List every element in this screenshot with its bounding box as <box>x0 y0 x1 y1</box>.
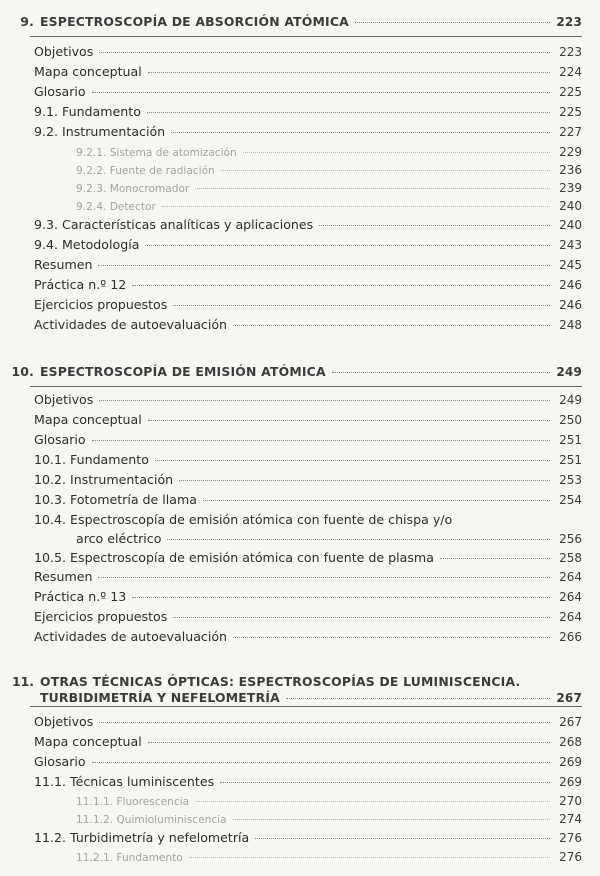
toc-label: arco eléctrico <box>76 531 162 546</box>
toc-entry[interactable] <box>34 432 582 447</box>
leader-dots <box>355 22 550 23</box>
toc-entry[interactable] <box>34 412 582 427</box>
toc-entry[interactable] <box>34 44 582 59</box>
page-number: 225 <box>559 105 582 119</box>
toc-entry[interactable] <box>34 472 582 487</box>
page-number: 269 <box>559 775 582 789</box>
leader-dots <box>332 372 550 373</box>
page-number: 267 <box>559 715 582 729</box>
toc-entry[interactable] <box>34 317 582 332</box>
leader-dots <box>99 52 550 53</box>
toc-label: Mapa conceptual <box>34 64 142 79</box>
toc-subentry[interactable] <box>76 181 582 195</box>
toc-label: 9.2.2. Fuente de radiación <box>76 165 215 177</box>
page-number: 264 <box>559 570 582 584</box>
chapter-title-line2: TURBIDIMETRÍA Y NEFELOMETRÍA <box>40 690 280 705</box>
page-number: 254 <box>559 493 582 507</box>
toc-entry[interactable] <box>34 569 582 584</box>
page-number: 274 <box>559 812 582 826</box>
chapter-10-heading[interactable] <box>8 364 582 379</box>
page-number: 256 <box>559 532 582 546</box>
chapter-rule <box>30 706 582 707</box>
toc-label: Ejercicios propuestos <box>34 297 168 312</box>
page-number: 229 <box>559 145 582 159</box>
toc-entry[interactable] <box>34 64 582 79</box>
toc-label: Objetivos <box>34 714 94 729</box>
toc-label: Resumen <box>34 257 93 272</box>
toc-entry[interactable] <box>34 237 582 252</box>
toc-label: 9.2.3. Monocromador <box>76 183 190 195</box>
leader-dots <box>167 539 550 540</box>
toc-label: Práctica n.º 13 <box>34 589 127 604</box>
page-number: 251 <box>559 453 582 467</box>
leader-dots <box>255 838 550 839</box>
chapter-9-heading[interactable] <box>8 14 582 29</box>
page-number: 269 <box>559 755 582 769</box>
toc-entry-continuation[interactable] <box>76 531 582 546</box>
chapter-rule <box>30 36 582 37</box>
toc-entry[interactable] <box>34 714 582 729</box>
page-number: 249 <box>556 365 582 379</box>
leader-dots <box>233 325 550 326</box>
page-number: 253 <box>559 473 582 487</box>
leader-dots <box>195 188 550 189</box>
chapter-11-heading[interactable] <box>40 690 582 705</box>
toc-label: 11.2.1. Fundamento <box>76 852 183 864</box>
page-number: 268 <box>559 735 582 749</box>
leader-dots <box>147 112 550 113</box>
toc-label: 9.3. Características analíticas y aplicaciones <box>34 217 314 232</box>
toc-label: 9.2. Instrumentación <box>34 124 166 139</box>
chapter-number: 9. <box>20 14 34 29</box>
toc-entry[interactable] <box>34 277 582 292</box>
toc-entry[interactable] <box>34 392 582 407</box>
toc-label: Glosario <box>34 84 86 99</box>
toc-label: 11.1.2. Quimioluminiscencia <box>76 814 227 826</box>
toc-label: Glosario <box>34 754 86 769</box>
toc-label: 9.2.1. Sistema de atomización <box>76 147 237 159</box>
toc-entry[interactable] <box>34 492 582 507</box>
toc-entry[interactable] <box>34 830 582 845</box>
page-number: 249 <box>559 393 582 407</box>
leader-dots <box>145 245 550 246</box>
toc-subentry[interactable] <box>76 163 582 177</box>
toc-entry-first-line[interactable]: 10.4. Espectroscopía de emisión atómica con fuente de chispa y/o <box>34 512 453 527</box>
leader-dots <box>243 152 550 153</box>
toc-entry[interactable] <box>34 257 582 272</box>
leader-dots <box>221 170 550 171</box>
page-number: 248 <box>559 318 582 332</box>
toc-label: Práctica n.º 12 <box>34 277 127 292</box>
toc-label: 10.1. Fundamento <box>34 452 149 467</box>
toc-label: Glosario <box>34 432 86 447</box>
page-number: 276 <box>559 831 582 845</box>
leader-dots <box>220 782 550 783</box>
chapter-rule <box>30 386 582 387</box>
toc-entry[interactable] <box>34 452 582 467</box>
leader-dots <box>132 597 550 598</box>
page-number: 224 <box>559 65 582 79</box>
toc-entry[interactable] <box>34 124 582 139</box>
page-number: 266 <box>559 630 582 644</box>
chapter-title: ESPECTROSCOPÍA DE EMISIÓN ATÓMICA <box>40 364 326 379</box>
chapter-number: 10. <box>11 364 34 379</box>
toc-entry[interactable] <box>34 609 582 624</box>
chapter-title: ESPECTROSCOPÍA DE ABSORCIÓN ATÓMICA <box>40 14 349 29</box>
toc-entry[interactable] <box>34 297 582 312</box>
toc-label: Actividades de autoevaluación <box>34 629 228 644</box>
page-number: 225 <box>559 85 582 99</box>
toc-label: 11.2. Turbidimetría y nefelometría <box>34 830 250 845</box>
page-number: 236 <box>559 163 582 177</box>
toc-entry[interactable] <box>34 104 582 119</box>
leader-dots <box>92 762 550 763</box>
toc-label: 11.1. Técnicas luminiscentes <box>34 774 215 789</box>
leader-dots <box>92 92 550 93</box>
toc-entry[interactable] <box>34 754 582 769</box>
page-number: 243 <box>559 238 582 252</box>
toc-subentry[interactable] <box>76 812 582 826</box>
page-number: 264 <box>559 610 582 624</box>
leader-dots <box>233 819 550 820</box>
toc-label: 10.3. Fotometría de llama <box>34 492 197 507</box>
toc-subentry[interactable] <box>76 199 582 213</box>
page-number: 240 <box>559 218 582 232</box>
toc-label: 11.1.1. Fluorescencia <box>76 796 190 808</box>
leader-dots <box>155 460 550 461</box>
toc-entry[interactable] <box>34 84 582 99</box>
page-number: 223 <box>559 45 582 59</box>
page-number: 227 <box>559 125 582 139</box>
toc-entry[interactable] <box>34 589 582 604</box>
leader-dots <box>98 265 550 266</box>
toc-label: Objetivos <box>34 392 94 407</box>
leader-dots <box>171 132 550 133</box>
leader-dots <box>173 617 550 618</box>
toc-entry[interactable] <box>34 217 582 232</box>
toc-entry[interactable] <box>34 734 582 749</box>
leader-dots <box>189 857 550 858</box>
page-number: 245 <box>559 258 582 272</box>
page-number: 240 <box>559 199 582 213</box>
leader-dots <box>195 801 550 802</box>
page-number: 250 <box>559 413 582 427</box>
leader-dots <box>132 285 550 286</box>
toc-entry[interactable] <box>34 629 582 644</box>
toc-label: 9.4. Metodología <box>34 237 140 252</box>
toc-label: 10.2. Instrumentación <box>34 472 174 487</box>
page-number: 258 <box>559 551 582 565</box>
toc-entry[interactable] <box>34 774 582 789</box>
leader-dots <box>148 72 550 73</box>
toc-label: Objetivos <box>34 44 94 59</box>
leader-dots <box>233 637 550 638</box>
leader-dots <box>286 698 550 699</box>
leader-dots <box>203 500 550 501</box>
toc-label: 9.2.4. Detector <box>76 201 156 213</box>
page-number: 246 <box>559 278 582 292</box>
leader-dots <box>162 206 550 207</box>
toc-label: 9.1. Fundamento <box>34 104 141 119</box>
page-number: 251 <box>559 433 582 447</box>
page-number: 264 <box>559 590 582 604</box>
page-number: 239 <box>559 181 582 195</box>
leader-dots <box>148 742 550 743</box>
page-number: 246 <box>559 298 582 312</box>
toc-subentry[interactable] <box>76 145 582 159</box>
leader-dots <box>98 577 550 578</box>
chapter-number: 11. <box>12 674 34 689</box>
leader-dots <box>92 440 550 441</box>
toc-label: Resumen <box>34 569 93 584</box>
leader-dots <box>179 480 550 481</box>
leader-dots <box>319 225 550 226</box>
leader-dots <box>99 722 550 723</box>
toc-label: Actividades de autoevaluación <box>34 317 228 332</box>
toc-label: 10.5. Espectroscopía de emisión atómica con fuente de plasma <box>34 550 434 565</box>
chapter-title[interactable]: OTRAS TÉCNICAS ÓPTICAS: ESPECTROSCOPÍAS DE LUMINISCENCIA. <box>40 674 521 689</box>
toc-subentry[interactable] <box>76 850 582 864</box>
leader-dots <box>440 558 550 559</box>
toc-label: Ejercicios propuestos <box>34 609 168 624</box>
toc-entry[interactable] <box>34 550 582 565</box>
page-number: 267 <box>556 691 582 705</box>
leader-dots <box>99 400 550 401</box>
leader-dots <box>148 420 550 421</box>
page-number: 223 <box>556 15 582 29</box>
toc-label: Mapa conceptual <box>34 734 142 749</box>
toc-subentry[interactable] <box>76 794 582 808</box>
page-number: 276 <box>559 850 582 864</box>
page-number: 270 <box>559 794 582 808</box>
leader-dots <box>173 305 550 306</box>
toc-label: Mapa conceptual <box>34 412 142 427</box>
